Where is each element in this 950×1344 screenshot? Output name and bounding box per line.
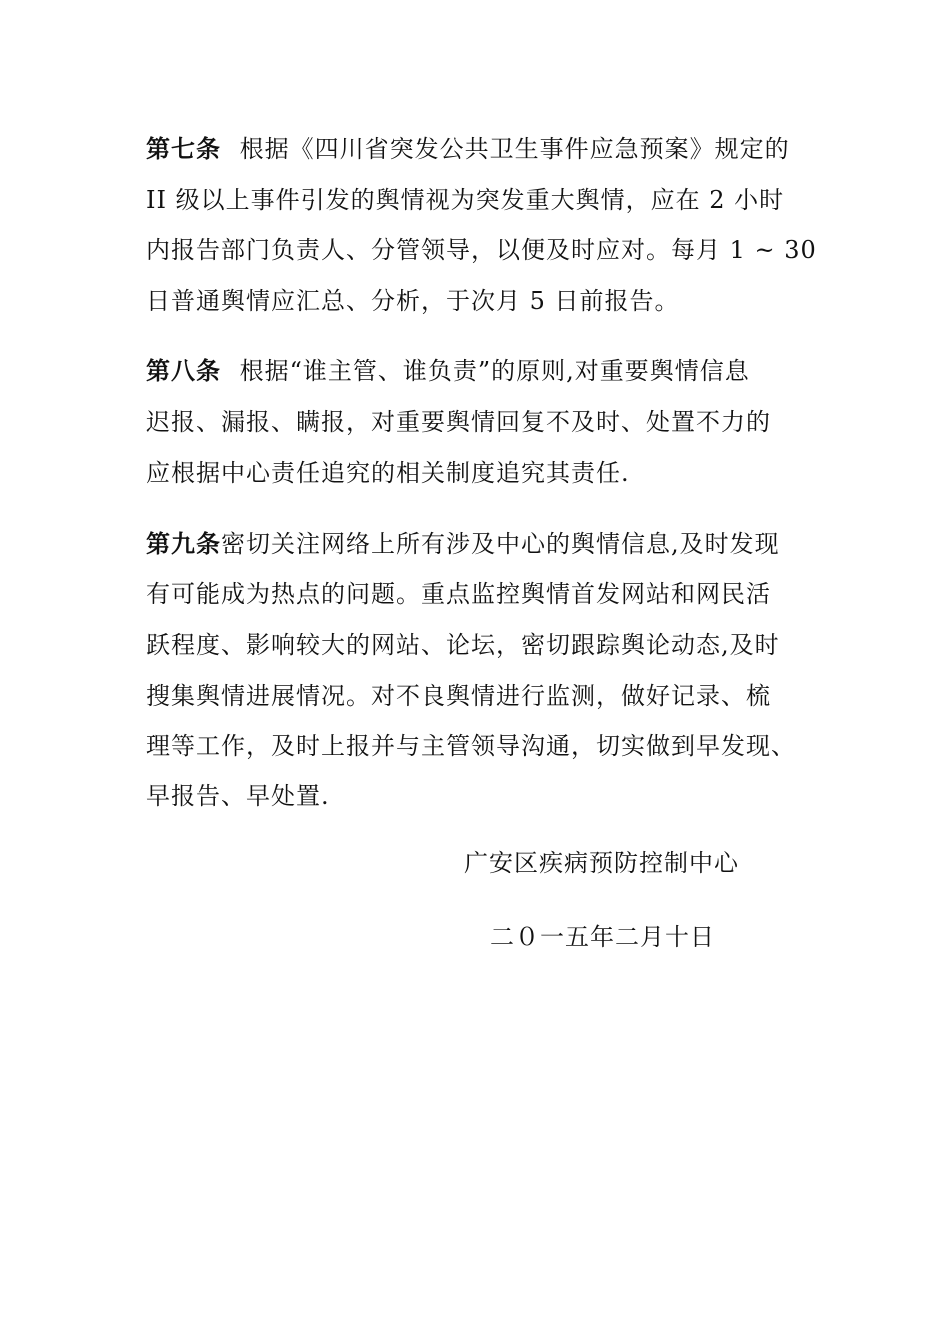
article7-heading: 第七条 — [146, 134, 221, 163]
article8-heading: 第八条 — [146, 356, 221, 385]
article8-line1 — [146, 356, 750, 386]
article7-text-line1: 根据《四川省突发公共卫生事件应急预案》规定的 — [239, 135, 790, 163]
article9-text-line1: 密切关注网络上所有涉及中心的舆情信息,及时发现 — [221, 530, 780, 558]
article9-line1 — [146, 529, 780, 559]
article7-line1 — [146, 134, 790, 164]
signature-date: 二０一五年二月十日 — [490, 923, 715, 951]
article7-line2: II 级以上事件引发的舆情视为突发重大舆情，应在 2 小时 — [146, 186, 785, 214]
article7-line3: 内报告部门负责人、分管领导，以便及时应对。每月 1 ~ 30 — [146, 236, 817, 264]
article9-line3: 跃程度、影响较大的网站、论坛，密切跟踪舆论动态,及时 — [146, 631, 780, 659]
signature-organization: 广安区疾病预防控制中心 — [464, 849, 739, 877]
article9-line5: 理等工作，及时上报并与主管领导沟通，切实做到早发现、 — [146, 732, 796, 760]
article8-line2: 迟报、漏报、瞒报，对重要舆情回复不及时、处置不力的 — [146, 408, 771, 436]
article7-line4: 日普通舆情应汇总、分析，于次月 5 日前报告。 — [146, 287, 680, 315]
article9-line2: 有可能成为热点的问题。重点监控舆情首发网站和网民活 — [146, 580, 771, 608]
article9-line6: 早报告、早处置. — [146, 782, 330, 810]
article9-heading: 第九条 — [146, 529, 221, 558]
article9-line4: 搜集舆情进展情况。对不良舆情进行监测，做好记录、梳 — [146, 682, 771, 710]
article8-text-line1: 根据“谁主管、谁负责”的原则,对重要舆情信息 — [239, 357, 750, 385]
article8-line3: 应根据中心责任追究的相关制度追究其责任. — [146, 459, 630, 487]
